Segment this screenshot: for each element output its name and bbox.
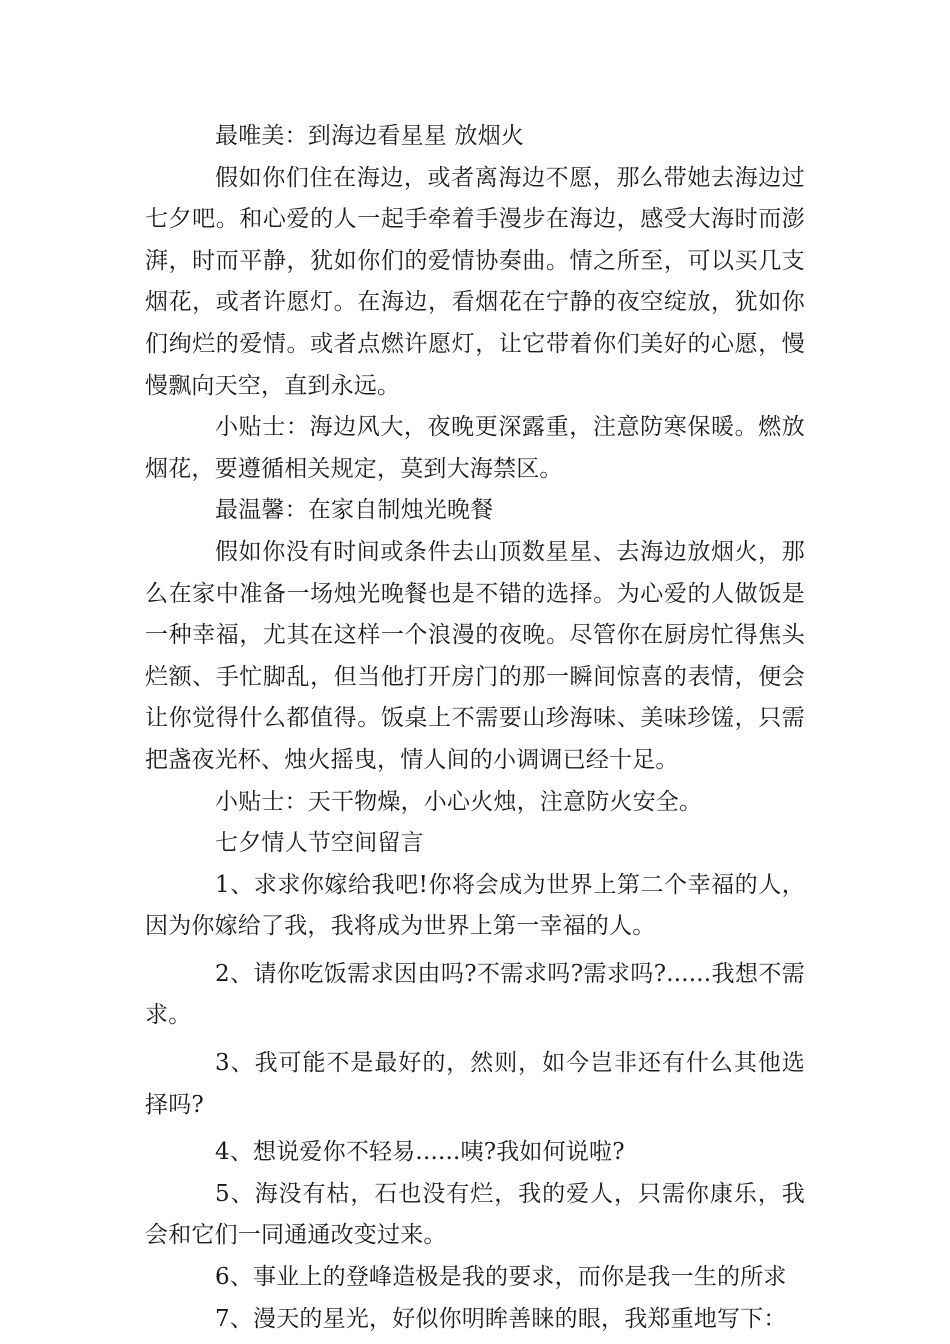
heading-seaside: 最唯美：到海边看星星 放烟火 [215,123,525,149]
message-item-2: 2、请你吃饭需求因由吗?不需求吗?需求吗?......我想不需求。 [145,960,805,1029]
message-item-4: 4、想说爱你不轻易......咦?我如何说啦? [215,1139,625,1166]
paragraph-seaside: 假如你们住在海边，或者离海边不愿，那么带她去海边过七夕吧。和心爱的人一起手牵着手漫步在海边，感受大海时而澎湃，时而平静，犹如你们的爱情协奏曲。情之所至，可以买几支烟花，或者许愿灯。在海边，看烟花在宁静的夜空绽放，犹如你们绚烂的爱情。或者点燃许愿灯，让它带着你们美好的心愿，慢慢飘向天空，直到永远。 [145,164,805,399]
heading-candlelight-dinner: 最温馨：在家自制烛光晚餐 [215,497,494,524]
message-item-6: 6、事业上的登峰造极是我的要求，而你是我一生的所求 [215,1264,787,1291]
paragraph-candlelight-dinner: 假如你没有时间或条件去山顶数星星、去海边放烟火，那么在家中准备一场烛光晚餐也是不错的选择。为心爱的人做饭是一种幸福，尤其在这样一个浪漫的夜晚。尽管你在厨房忙得焦头烂额、手忙脚乱，但当他打开房门的那一瞬间惊喜的表情，便会让你觉得什么都值得。饭桌上不需要山珍海味、美味珍馐，只需把盏夜光杯、烛火摇曳，情人间的小调调已经十足。 [145,538,805,773]
tip-fire-safety: 小贴士：天干物燥，小心火烛，注意防火安全。 [215,788,703,815]
message-item-7: 7、漫天的星光，好似你明眸善睐的眼，我郑重地写下： [215,1305,787,1332]
message-item-5: 5、海没有枯，石也没有烂，我的爱人，只需你康乐，我会和它们一同通通改变过来。 [145,1180,805,1249]
document-body [145,116,805,1340]
message-item-1: 1、求求你嫁给我吧!你将会成为世界上第二个幸福的人，因为你嫁给了我，我将成为世界上第一幸福的人。 [145,871,805,940]
heading-messages: 七夕情人节空间留言 [215,830,424,857]
tip-seaside: 小贴士：海边风大，夜晚更深露重，注意防寒保暖。燃放烟花，要遵循相关规定，莫到大海禁区。 [145,414,805,482]
message-item-3: 3、我可能不是最好的，然则，如今岂非还有什么其他选择吗? [145,1050,805,1118]
